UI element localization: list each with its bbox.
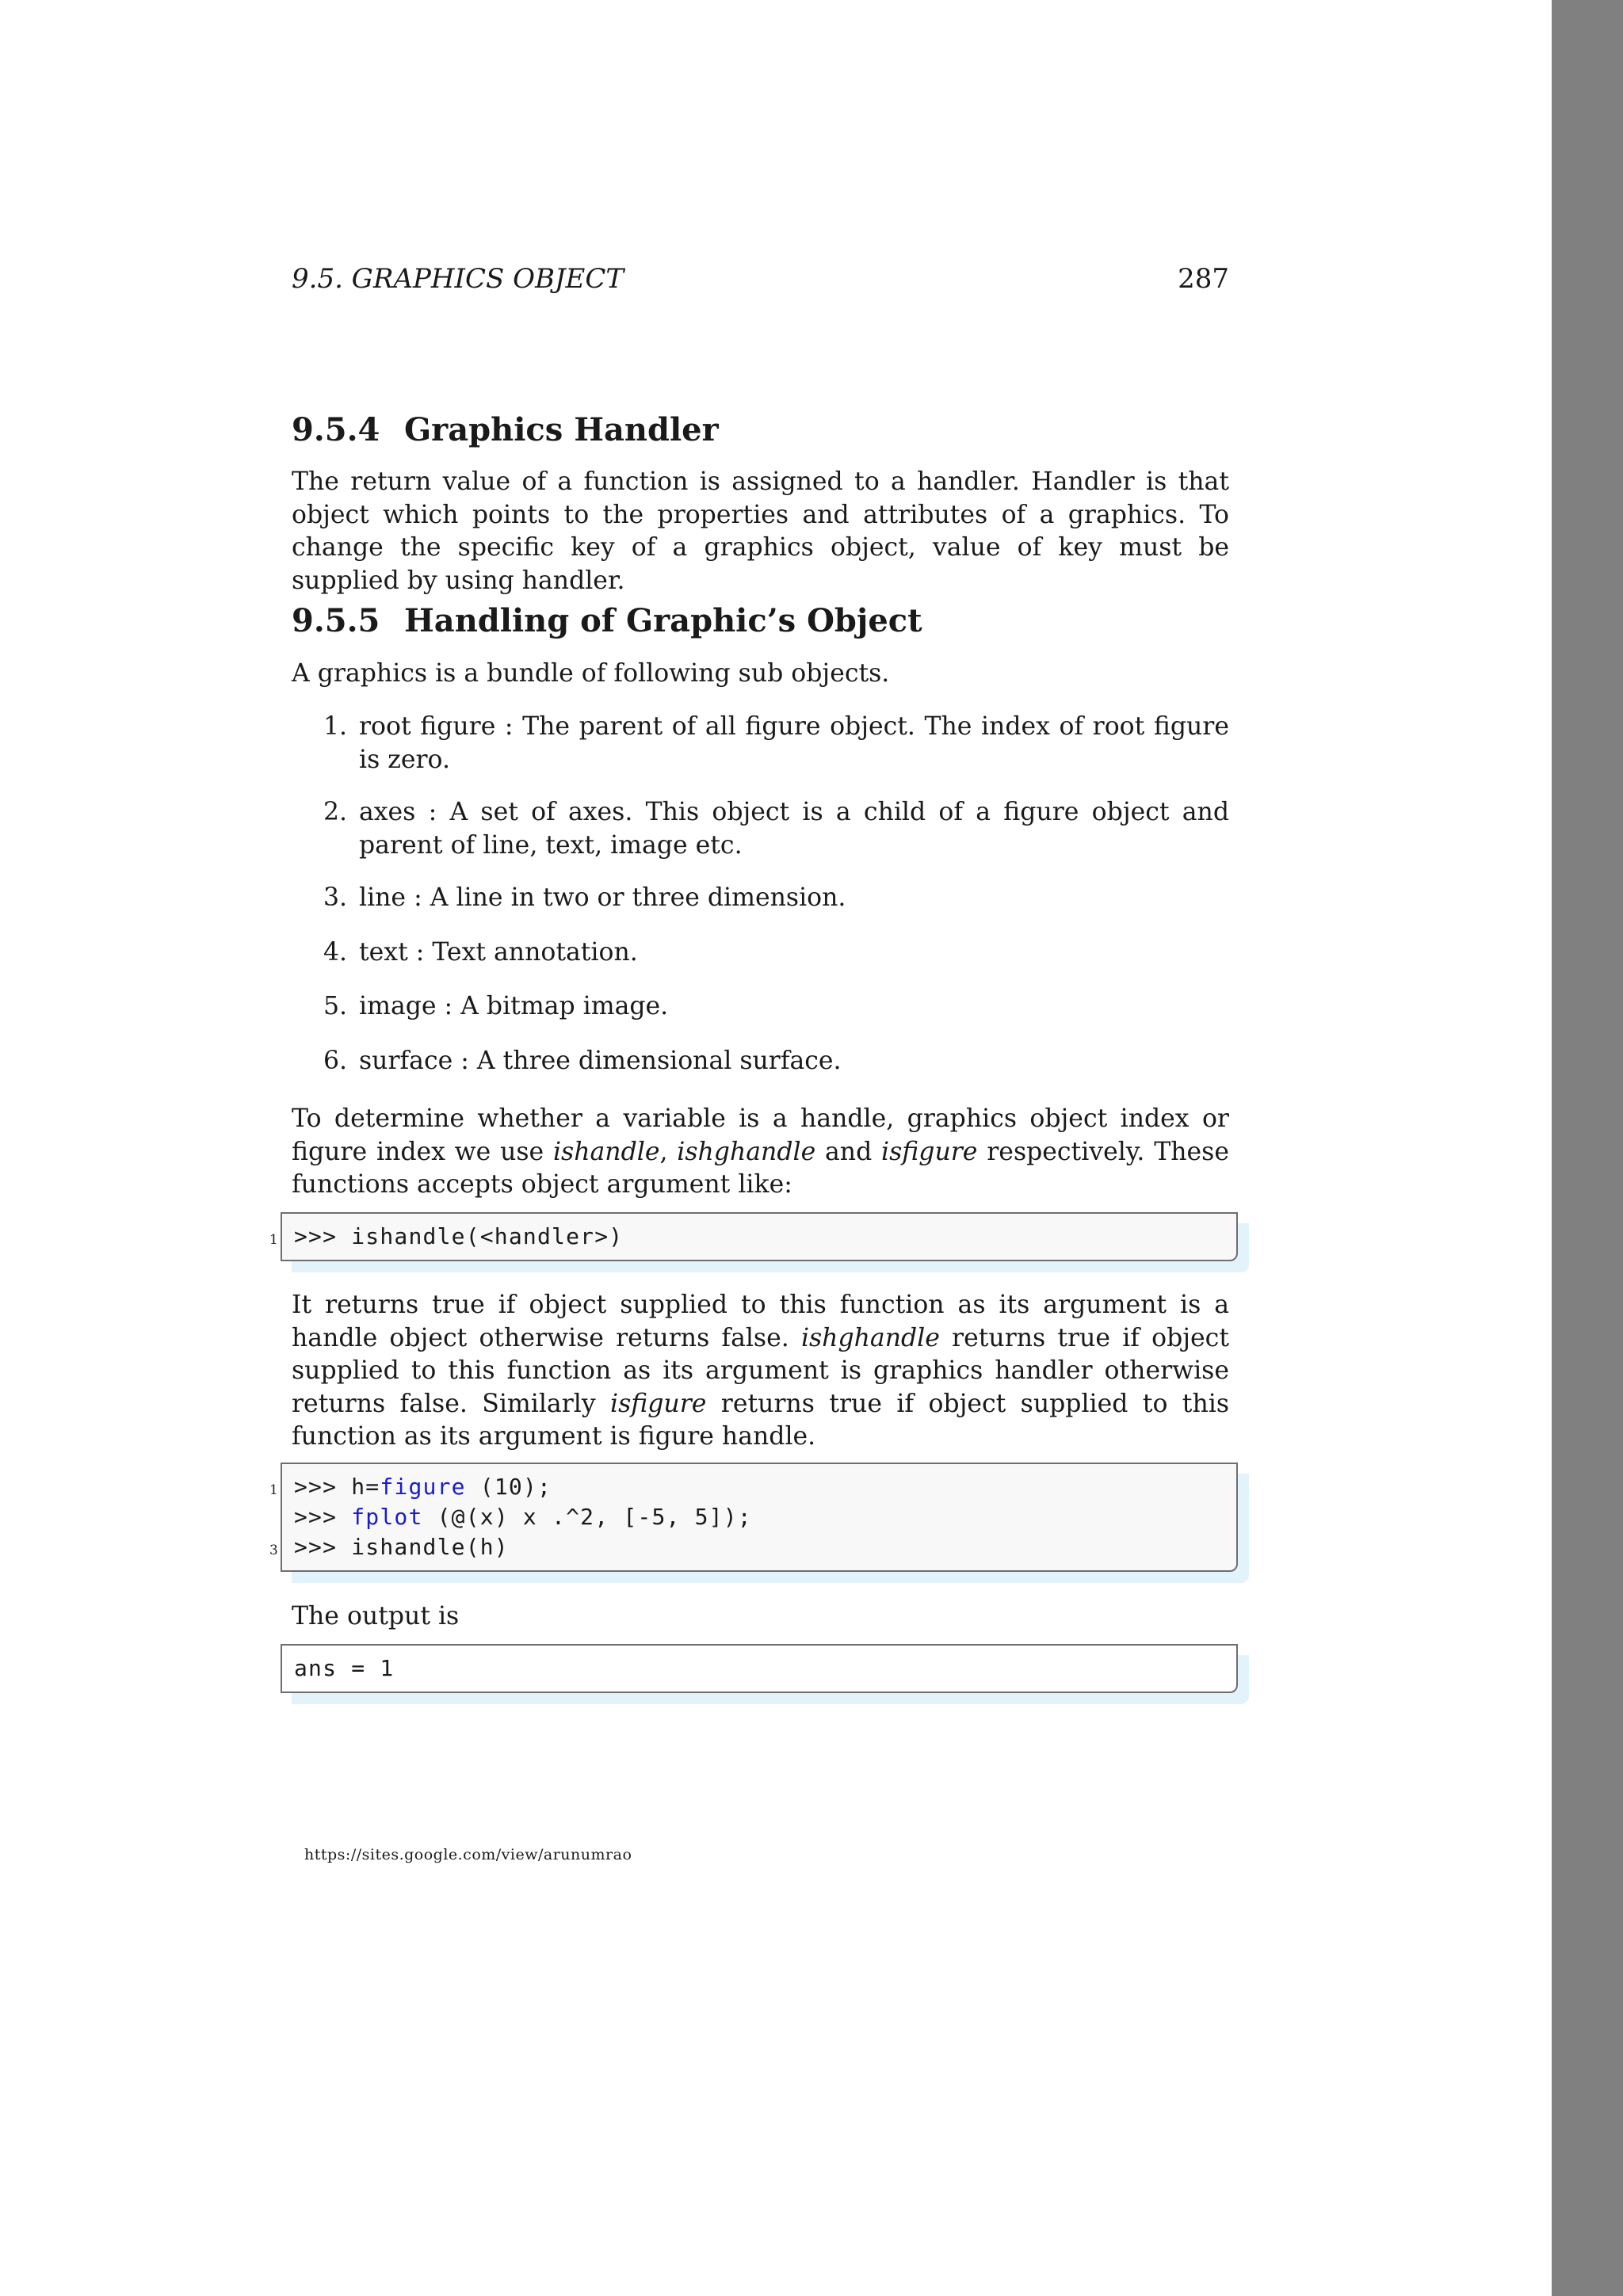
section-heading-954 xyxy=(292,408,719,452)
section-number: 9.5.5 xyxy=(292,602,380,639)
list-item: 2. axes : A set of axes. This object is a child of a figure object and parent of line, text, image etc. xyxy=(323,798,1229,860)
paragraph-returns: It returns true if object supplied to this function as its argument is a handle object otherwise returns false. ishghandle returns true if object supplied to this function as its argument is graphics handler otherwise returns false. Similarly isfigure returns true if object supplied to this function as its argument is figure handle. xyxy=(292,1291,1229,1451)
list-item: 4. text : Text annotation. xyxy=(323,937,638,967)
line-number: 1 xyxy=(269,1482,278,1498)
code-line: ans = 1 xyxy=(294,1655,395,1681)
running-header xyxy=(292,260,1229,298)
code-line: >>> fplot (@(x) x .^2, [-5, 5]); xyxy=(294,1504,752,1530)
section-title: Graphics Handler xyxy=(404,411,719,448)
list-item: 3. line : A line in two or three dimension. xyxy=(323,883,846,912)
section-heading-955 xyxy=(292,599,922,643)
section-title: Handling of Graphic’s Object xyxy=(404,602,922,639)
code-keyword: fplot xyxy=(351,1504,423,1530)
header-section: 9.5. GRAPHICS OBJECT xyxy=(292,263,624,295)
paragraph-handle-functions: To determine whether a variable is a handle, graphics object index or figure index we use ishandle, ishghandle and isfigure respectively. These functions accepts object argument like: xyxy=(292,1104,1229,1199)
page-number: 287 xyxy=(1178,263,1229,295)
code-line: 3 >>> ishandle(h) xyxy=(294,1532,1236,1562)
list-item: 1. root figure : The parent of all figure object. The index of root figure is zero. xyxy=(323,712,1229,774)
code-line: 1 >>> ishandle(<handler>) xyxy=(294,1222,1236,1252)
section-number: 9.5.4 xyxy=(292,411,380,448)
list-item: 5. image : A bitmap image. xyxy=(323,992,669,1020)
list-item: 6. surface : A three dimensional surface. xyxy=(323,1046,842,1075)
line-number: 3 xyxy=(269,1543,278,1558)
paragraph-graphics-handler: The return value of a function is assigned to a handler. Handler is that object which points to the properties and attributes of a graphics. To change the specific key of a graphics object, value of key must be supplied by using handler. xyxy=(292,467,1229,595)
sub-objects-list xyxy=(292,711,1229,1077)
page-edge-sidebar xyxy=(1552,0,1623,2296)
code-block-output xyxy=(281,1644,1238,1693)
code-line: 1 >>> h=figure (10); xyxy=(294,1472,1236,1502)
line-number: 1 xyxy=(269,1232,278,1248)
code-block-ishandle xyxy=(269,1212,1238,1261)
paragraph-intro: A graphics is a bundle of following sub objects. xyxy=(292,659,890,688)
code-block-example xyxy=(269,1463,1238,1572)
footer-url[interactable]: https://sites.google.com/view/arunumrao xyxy=(304,1846,632,1863)
paragraph-output-label: The output is xyxy=(292,1602,460,1630)
code-keyword: figure xyxy=(380,1474,466,1500)
